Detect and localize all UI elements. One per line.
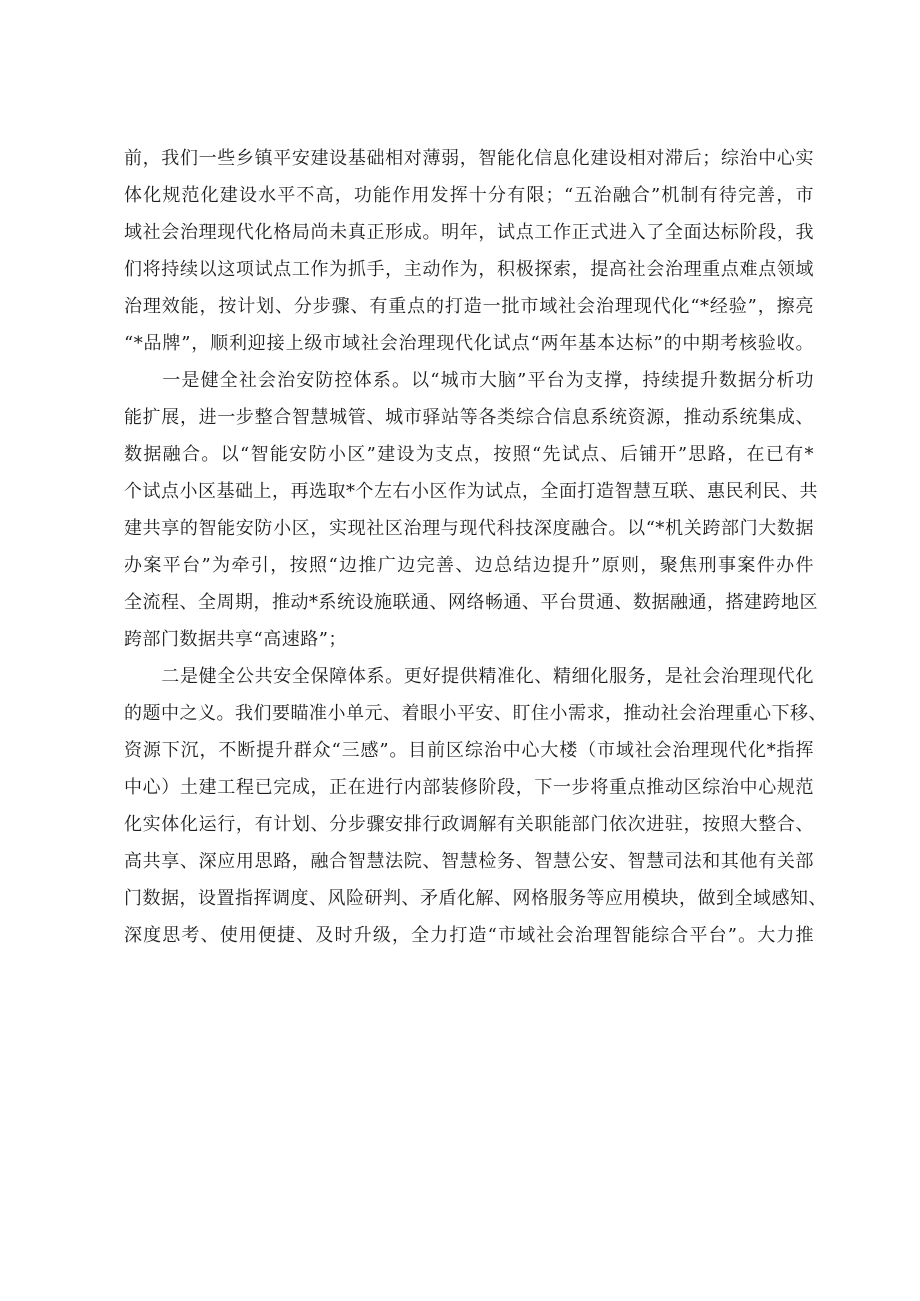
text-line: 能扩展，进一步整合智慧城管、城市驿站等各类综合信息系统资源，推动系统集成、 [124, 407, 814, 428]
text-line: 域社会治理现代化格局尚未真正形成。明年，试点工作正式进入了全面达标阶段，我 [124, 222, 814, 243]
text-line: 办案平台”为牵引，按照“边推广边完善、边总结边提升”原则，聚焦刑事案件办件 [124, 555, 814, 576]
document-body [124, 140, 827, 954]
text-line: 体化规范化建设水平不高，功能作用发挥十分有限；“五治融合”机制有待完善，市 [124, 185, 814, 206]
text-line: 建共享的智能安防小区，实现社区治理与现代科技深度融合。以“*机关跨部门大数据 [124, 518, 814, 539]
paragraph-point-two [124, 658, 827, 954]
text-line: 深度思考、使用便捷、及时升级，全力打造“市域社会治理智能综合平台”。大力推 [124, 925, 814, 946]
text-line: 全流程、全周期，推动*系统设施联通、网络畅通、平台贯通、数据融通，搭建跨地区 [124, 592, 818, 613]
text-line: 跨部门数据共享“高速路”； [124, 629, 347, 650]
text-line: 化实体化运行，有计划、分步骤安排行政调解有关职能部门依次进驻，按照大整合、 [124, 814, 814, 835]
text-line: 个试点小区基础上，再选取*个左右小区作为试点，全面打造智慧互联、惠民利民、共 [124, 481, 818, 502]
text-line: 数据融合。以“智能安防小区”建设为支点，按照“先试点、后铺开”思路，在已有* [124, 444, 814, 465]
text-line: 中心）土建工程已完成，正在进行内部装修阶段，下一步将重点推动区综治中心规范 [124, 777, 814, 798]
text-line: 的题中之义。我们要瞄准小单元、着眼小平安、盯住小需求，推动社会治理重心下移、 [124, 703, 827, 724]
text-line: 门数据，设置指挥调度、风险研判、矛盾化解、网格服务等应用模块，做到全域感知、 [124, 888, 827, 909]
text-line: 资源下沉，不断提升群众“三感”。目前区综治中心大楼（市域社会治理现代化*指挥 [124, 740, 814, 761]
text-line: 二是健全公共安全保障体系。更好提供精准化、精细化服务，是社会治理现代化 [124, 666, 814, 687]
text-line: 治理效能，按计划、分步骤、有重点的打造一批市域社会治理现代化“*经验”，擦亮 [124, 296, 814, 317]
paragraph-point-one [124, 362, 818, 658]
text-line: 们将持续以这项试点工作为抓手，主动作为，积极探索，提高社会治理重点难点领域 [124, 259, 814, 280]
text-line: 高共享、深应用思路，融合智慧法院、智慧检务、智慧公安、智慧司法和其他有关部 [124, 851, 814, 872]
paragraph-intro [124, 140, 814, 362]
text-line: 前，我们一些乡镇平安建设基础相对薄弱，智能化信息化建设相对滞后；综治中心实 [124, 148, 814, 169]
text-line: “*品牌”，顺利迎接上级市域社会治理现代化试点“两年基本达标”的中期考核验收。 [124, 333, 814, 354]
text-line: 一是健全社会治安防控体系。以“城市大脑”平台为支撑，持续提升数据分析功 [124, 370, 814, 391]
